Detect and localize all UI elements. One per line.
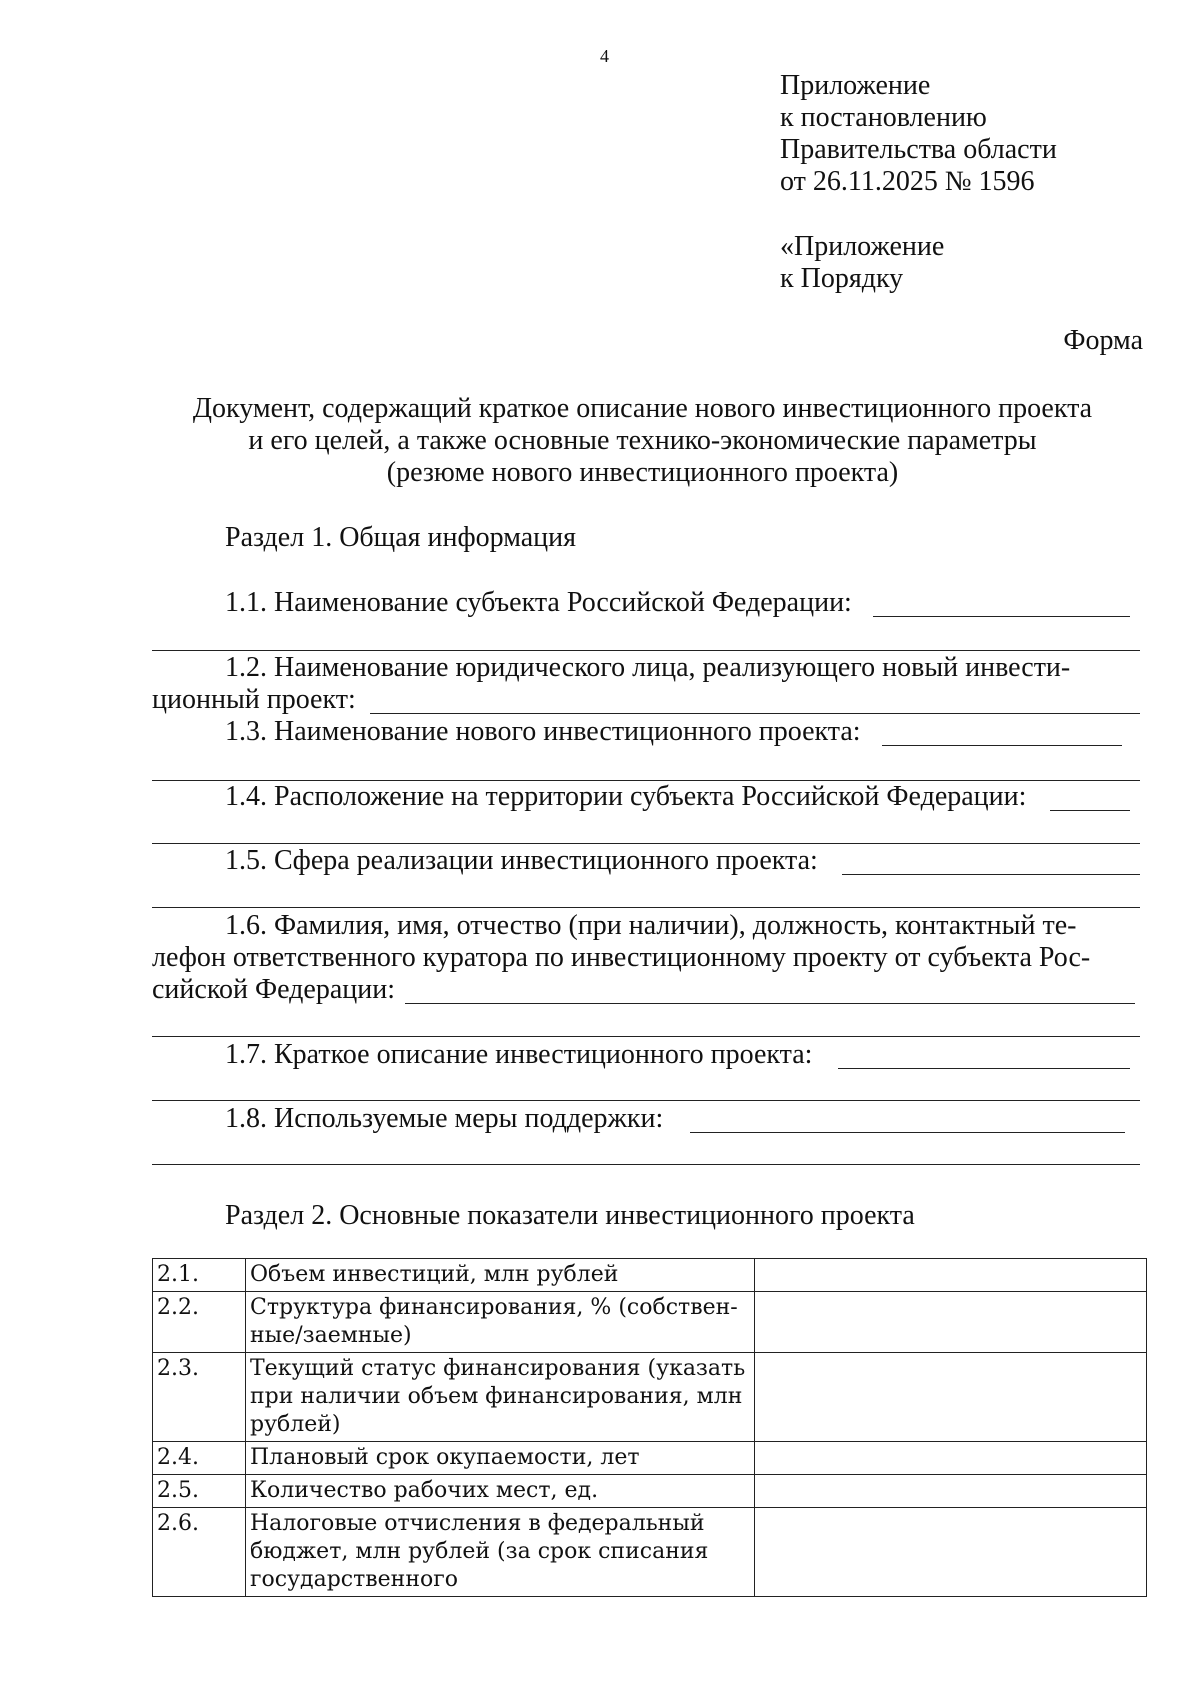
blank-1-5[interactable] (842, 874, 1140, 875)
blank-1-6[interactable] (405, 1003, 1135, 1004)
blank-1-6-continued[interactable] (152, 1036, 1140, 1037)
row-number: 2.4. (153, 1442, 246, 1475)
appendix-block (780, 70, 1057, 198)
item-1-7: 1.7. Краткое описание инвестиционного проекта: (225, 1039, 813, 1070)
appendix-quote-line-1: «Приложение (780, 231, 945, 262)
item-1-5: 1.5. Сфера реализации инвестиционного проекта: (225, 845, 818, 876)
appendix-line-4: от 26.11.2025 № 1596 (780, 166, 1035, 197)
row-number: 2.2. (153, 1292, 246, 1353)
table-row (153, 1353, 1147, 1442)
row-value-cell[interactable] (755, 1475, 1147, 1508)
row-value-cell[interactable] (755, 1292, 1147, 1353)
title-line-1: Документ, содержащий краткое описание нового инвестиционного проекта (192, 393, 1093, 424)
form-label: Форма (1063, 325, 1143, 356)
item-1-8: 1.8. Используемые меры поддержки: (225, 1103, 664, 1134)
row-number: 2.5. (153, 1475, 246, 1508)
page-number: 4 (600, 46, 609, 66)
blank-1-1-continued[interactable] (152, 650, 1140, 651)
section-2-heading: Раздел 2. Основные показатели инвестиционного проекта (225, 1200, 915, 1231)
document-title (150, 393, 1135, 489)
title-line-3: (резюме нового инвестиционного проекта) (386, 457, 899, 488)
item-1-6-cont-2: сийской Федерации: (152, 974, 396, 1005)
row-number: 2.3. (153, 1353, 246, 1442)
item-1-6: 1.6. Фамилия, имя, отчество (при наличии), должность, контактный те- (225, 910, 1077, 941)
title-line-2: и его целей, а также основные технико-экономические параметры (248, 425, 1037, 456)
table-row (153, 1508, 1147, 1597)
table-row (153, 1442, 1147, 1475)
section-1-heading: Раздел 1. Общая информация (225, 522, 577, 553)
row-value-cell[interactable] (755, 1259, 1147, 1292)
blank-1-7[interactable] (838, 1068, 1130, 1069)
item-1-1: 1.1. Наименование субъекта Российской Федерации: (225, 587, 852, 618)
row-value-cell[interactable] (755, 1353, 1147, 1442)
row-label: Плановый срок окупаемости, лет (246, 1442, 755, 1475)
appendix-line-1: Приложение (780, 70, 931, 101)
row-label: Объем инвестиций, млн рублей (246, 1259, 755, 1292)
item-1-6-cont-1: лефон ответственного куратора по инвестиционному проекту от субъекта Рос- (152, 942, 1091, 973)
item-1-2: 1.2. Наименование юридического лица, реализующего новый инвести- (225, 652, 1071, 683)
blank-1-2[interactable] (370, 713, 1140, 714)
row-label: Текущий статус финансирования (указать при наличии объем финансирования, млн рублей) (246, 1353, 755, 1442)
blank-1-7-continued[interactable] (152, 1100, 1140, 1101)
blank-1-4[interactable] (1050, 810, 1130, 811)
indicators-table (152, 1258, 1147, 1597)
blank-1-3[interactable] (882, 745, 1122, 746)
row-label: Количество рабочих мест, ед. (246, 1475, 755, 1508)
appendix-quote-line-2: к Порядку (780, 263, 904, 294)
row-number: 2.1. (153, 1259, 246, 1292)
table-row (153, 1292, 1147, 1353)
row-value-cell[interactable] (755, 1508, 1147, 1597)
item-1-3-label: 1.3. Наименование нового инвестиционного проекта: (225, 716, 861, 747)
blank-1-8[interactable] (690, 1132, 1125, 1133)
row-label: Налоговые отчисления в федеральный бюджет, млн рублей (за срок списания государственного (246, 1508, 755, 1597)
table-row (153, 1259, 1147, 1292)
row-value-cell[interactable] (755, 1442, 1147, 1475)
item-1-4: 1.4. Расположение на территории субъекта Российской Федерации: (225, 781, 1027, 812)
blank-1-8-continued[interactable] (152, 1164, 1140, 1165)
appendix-line-3: Правительства области (780, 134, 1057, 165)
item-1-2-cont: ционный проект: (152, 684, 356, 715)
blank-1-1[interactable] (873, 616, 1130, 617)
table-row (153, 1475, 1147, 1508)
appendix-line-2: к постановлению (780, 102, 987, 133)
blank-1-4-continued[interactable] (152, 843, 1140, 844)
row-number: 2.6. (153, 1508, 246, 1597)
row-label: Структура финансирования, % (собствен-ные/заемные) (246, 1292, 755, 1353)
blank-1-5-continued[interactable] (152, 907, 1140, 908)
appendix-quote-block (780, 231, 944, 295)
